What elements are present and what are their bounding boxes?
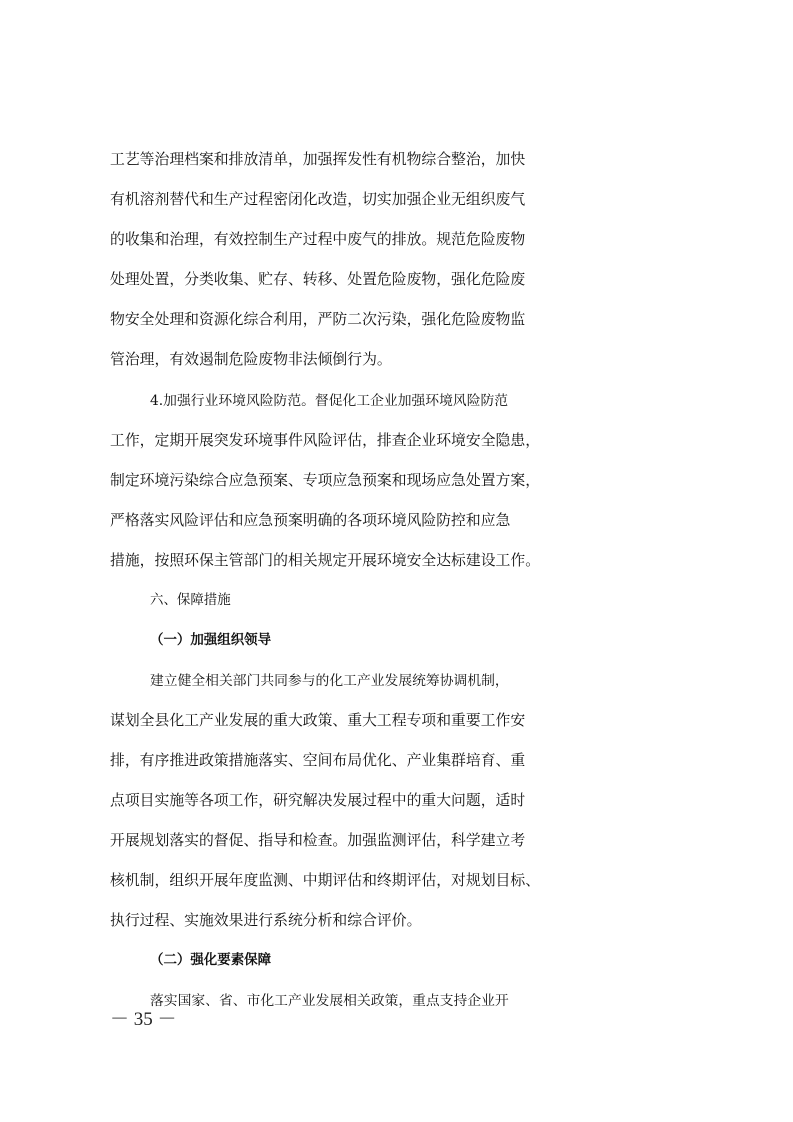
text-line: 有机溶剂替代和生产过程密闭化改造，切实加强企业无组织废气 bbox=[110, 191, 526, 208]
text-line: 措施，按照环保主管部门的相关规定开展环境安全达标建设工作。 bbox=[110, 552, 541, 569]
subsection-heading: （二）强化要素保障 bbox=[150, 953, 272, 968]
subsection-heading: （一）加强组织领导 bbox=[150, 633, 272, 648]
text-line: 执行过程、实施效果进行系统分析和综合评价。 bbox=[110, 912, 422, 929]
text-line: 工作，定期开展突发环境事件风险评估，排查企业环境安全隐患， bbox=[110, 432, 541, 449]
text-line: 建立健全相关部门共同参与的化工产业发展统筹协调机制， bbox=[150, 673, 509, 689]
section-heading: 六、保障措施 bbox=[150, 593, 231, 608]
text-line: 开展规划落实的督促、指导和检查。加强监测评估，科学建立考 bbox=[110, 832, 526, 849]
text-line: 工艺等治理档案和排放清单，加强挥发性有机物综合整治，加快 bbox=[110, 151, 526, 168]
text-line: 4.加强行业环境风险防范。督促化工企业加强环境风险防范 bbox=[150, 393, 509, 409]
text-line: 物安全处理和资源化综合利用，严防二次污染，强化危险废物监 bbox=[110, 311, 526, 328]
page-number: － 35 － bbox=[110, 1009, 177, 1030]
text-line: 制定环境污染综合应急预案、专项应急预案和现场应急处置方案， bbox=[110, 472, 541, 489]
text-line: 点项目实施等各项工作，研究解决发展过程中的重大问题，适时 bbox=[110, 792, 526, 809]
text-line: 核机制，组织开展年度监测、中期评估和终期评估，对规划目标、 bbox=[110, 872, 541, 889]
text-line: 排，有序推进政策措施落实、空间布局优化、产业集群培育、重 bbox=[110, 752, 526, 769]
text-line: 谋划全县化工产业发展的重大政策、重大工程专项和重要工作安 bbox=[110, 712, 526, 729]
text-line: 的收集和治理，有效控制生产过程中废气的排放。规范危险废物 bbox=[110, 231, 526, 248]
text-line: 落实国家、省、市化工产业发展相关政策，重点支持企业开 bbox=[150, 993, 509, 1009]
text-line: 处理处置，分类收集、贮存、转移、处置危险废物，强化危险废 bbox=[110, 271, 526, 288]
text-line: 严格落实风险评估和应急预案明确的各项环境风险防控和应急 bbox=[110, 512, 511, 529]
text-line: 管治理，有效遏制危险废物非法倾倒行为。 bbox=[110, 351, 392, 368]
